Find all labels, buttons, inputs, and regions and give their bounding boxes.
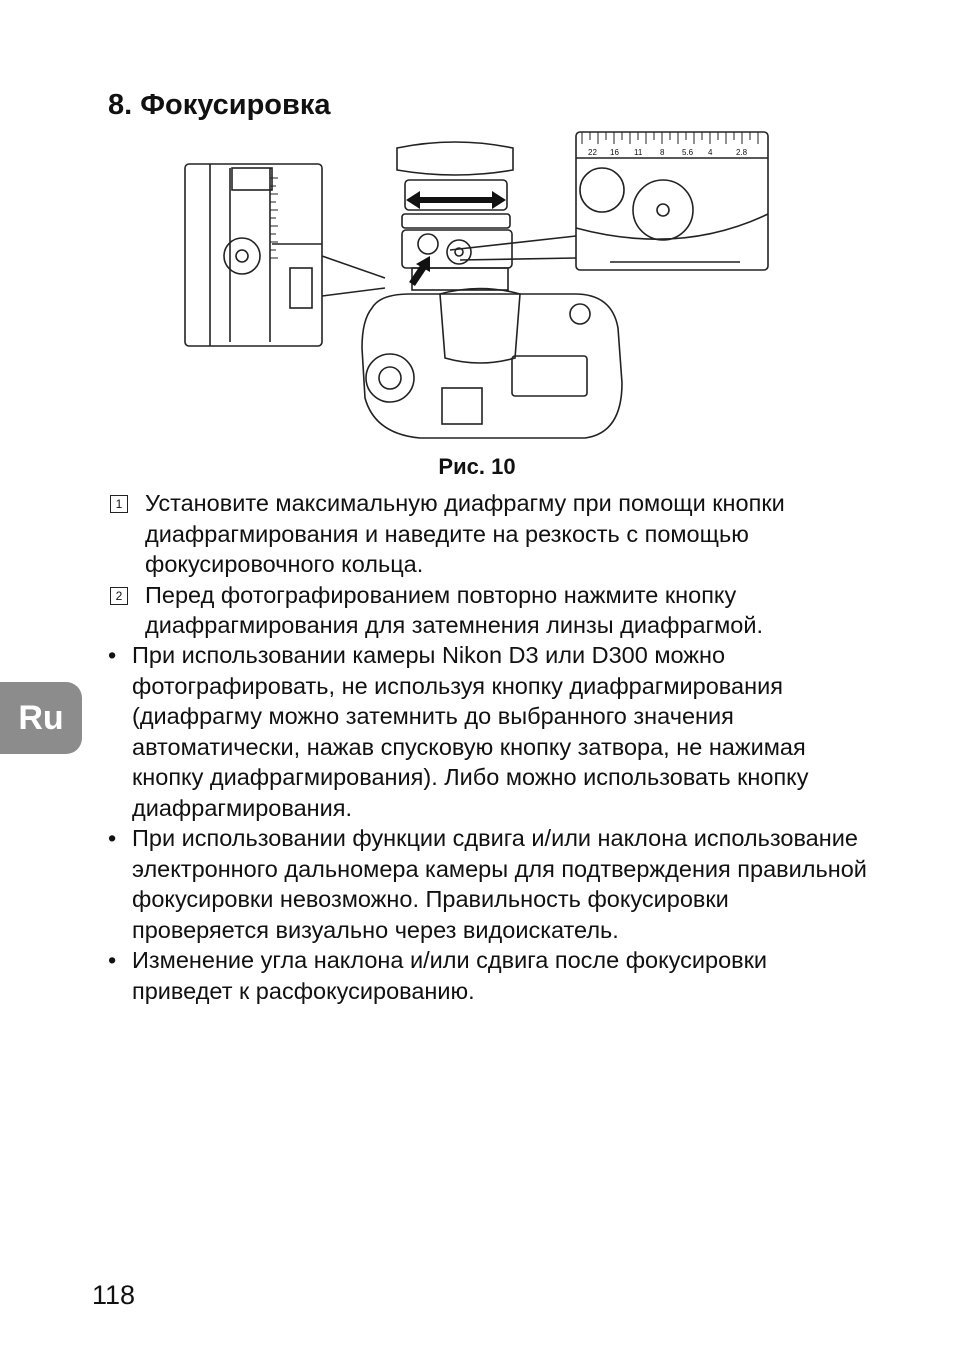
push-arrow-icon	[412, 256, 430, 284]
aperture-scale-value: 8	[660, 148, 665, 157]
step-number: 2	[110, 587, 128, 605]
step-item	[110, 580, 870, 641]
notes-list	[108, 640, 868, 1006]
step-item	[110, 488, 870, 580]
aperture-scale-value: 11	[634, 148, 643, 157]
lens-knob	[447, 240, 471, 264]
language-tab: Ru	[0, 682, 82, 754]
aperture-scale-value: 5.6	[682, 148, 694, 157]
aperture-scale-value: 16	[610, 148, 619, 157]
page-number: 118	[92, 1280, 136, 1310]
note-text: Изменение угла наклона и/или сдвига после фокусировки приведет к расфокусированию.	[132, 947, 768, 1004]
rotate-arrow-icon	[406, 191, 506, 209]
figure-caption: Рис. 10	[438, 454, 516, 479]
lens-front	[397, 142, 513, 175]
top-lcd	[512, 356, 587, 396]
left-detail-inset	[185, 164, 322, 346]
bullet-icon: •	[108, 825, 117, 851]
camera-body	[362, 294, 622, 438]
step-number: 1	[110, 495, 128, 513]
note-item	[108, 945, 868, 1006]
figure-10-illustration	[180, 128, 775, 448]
bullet-icon: •	[108, 947, 117, 973]
aperture-scale-value: 22	[588, 148, 597, 157]
aperture-scale-value: 2.8	[736, 148, 748, 157]
focus-ring	[405, 180, 507, 210]
note-item	[108, 823, 868, 945]
bullet-icon: •	[108, 642, 117, 668]
section-title: 8. Фокусировка	[108, 89, 331, 121]
step-text: Перед фотографированием повторно нажмите кнопку диафрагмирования для затемнения линзы диафрагмой.	[145, 581, 764, 638]
note-text: При использовании камеры Nikon D3 или D300 можно фотографировать, не используя кнопку диафрагмирования (диафрагму можно затемнить до выбранного значения автоматически, нажав спусковую кнопку затвора, не нажимая кнопку диафрагмирования). Либо можно использовать кнопку диафрагмирования.	[132, 642, 809, 821]
step-list	[110, 488, 870, 641]
step-text: Установите максимальную диафрагму при помощи кнопки диафрагмирования и наведите на резкость с помощью фокусировочного кольца.	[145, 490, 785, 577]
aperture-knob-detail	[633, 180, 693, 240]
aperture-scale-value: 4	[708, 148, 713, 157]
note-item	[108, 640, 868, 823]
note-text: При использовании функции сдвига и/или наклона использование электронного дальномера камеры для подтверждения правильной фокусировки невозможно. Правильность фокусировки проверяется визуально через видоискатель.	[132, 825, 867, 943]
